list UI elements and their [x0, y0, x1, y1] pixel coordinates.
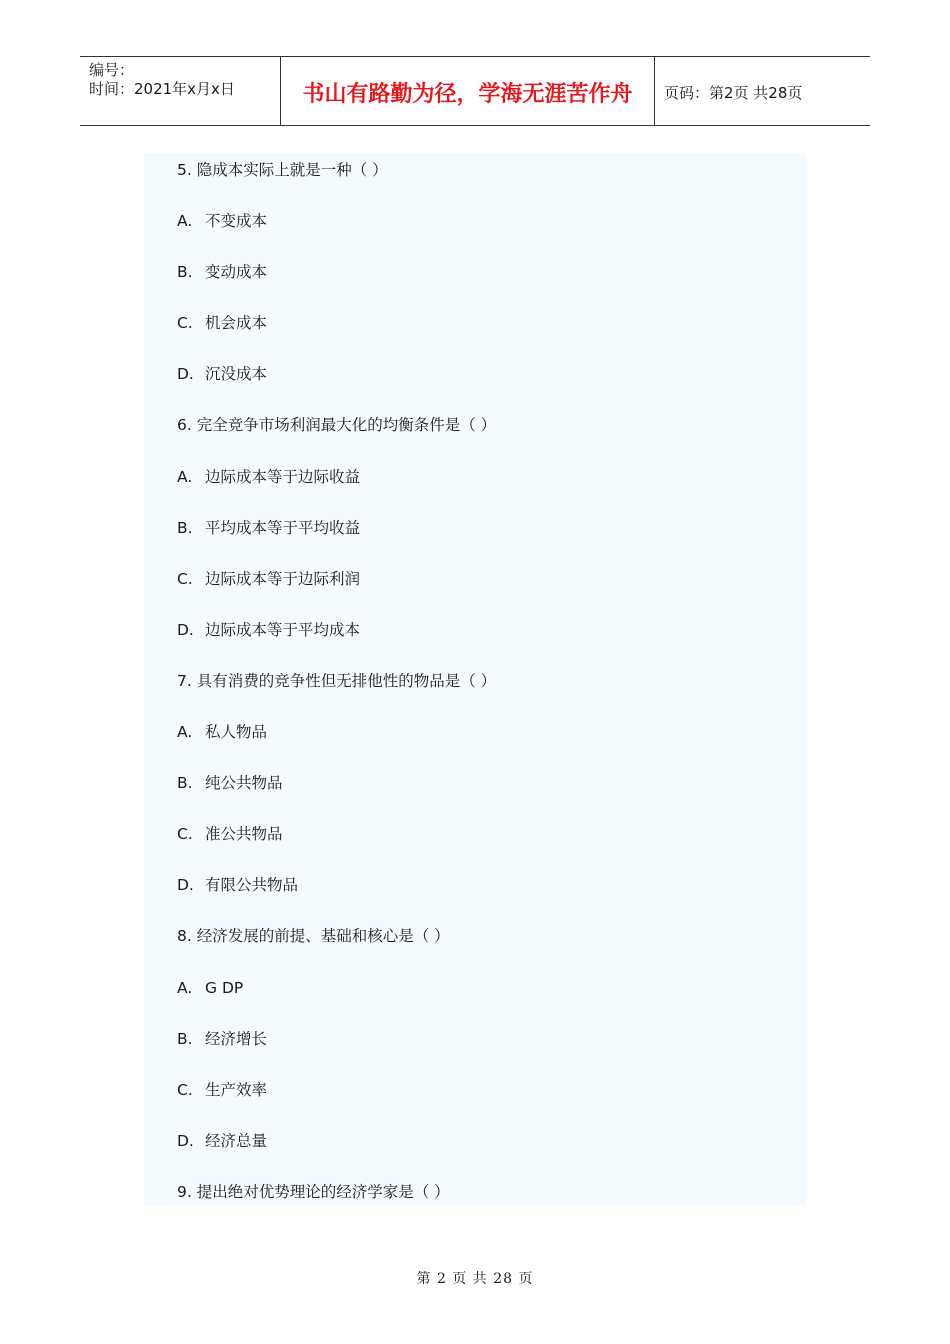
header-page-info: 页码：第2页 共28页: [664, 83, 803, 102]
option-text: 纯公共物品: [205, 774, 283, 793]
page-header: [80, 56, 870, 126]
option-text: 有限公共物品: [205, 876, 299, 895]
option-item: [177, 261, 496, 312]
option-letter: A.: [177, 212, 193, 231]
option-text: 不变成本: [205, 212, 268, 231]
option-text: 经济总量: [205, 1131, 268, 1150]
header-motto: 书山有路勤为径，学海无涯苦作舟: [281, 57, 655, 125]
question-stem: 8. 经济发展的前提、基础和核心是（ ）: [177, 927, 450, 946]
option-letter: D.: [177, 876, 194, 895]
option-text: 变动成本: [205, 263, 268, 282]
header-meta: [80, 57, 281, 125]
document-number-label: 编号：: [89, 61, 135, 79]
option-text: 私人物品: [205, 723, 268, 742]
question-stem: 6. 完全竞争市场利润最大化的均衡条件是（ ）: [177, 416, 497, 435]
option-item: [177, 721, 496, 772]
question-stem: 5. 隐成本实际上就是一种（ ）: [177, 161, 388, 179]
option-item: [177, 466, 496, 517]
option-text: 准公共物品: [205, 825, 283, 844]
option-letter: A.: [177, 723, 193, 742]
option-item: [177, 363, 496, 414]
document-time-label: 时间：2021年x月x日: [89, 80, 235, 98]
option-letter: B.: [177, 774, 193, 793]
option-letter: C.: [177, 314, 193, 333]
question-stem: 7. 具有消费的竞争性但无排他性的物品是（ ）: [177, 671, 497, 690]
option-text: 机会成本: [205, 314, 268, 333]
option-item: [177, 619, 496, 670]
option-letter: C.: [177, 1080, 193, 1099]
option-text: G DP: [205, 978, 244, 997]
option-item: [177, 823, 496, 874]
option-letter: D.: [177, 365, 194, 384]
option-letter: A.: [177, 978, 193, 997]
option-letter: D.: [177, 620, 194, 639]
option-item: [177, 874, 496, 925]
option-text: 经济增长: [205, 1029, 268, 1048]
option-letter: B.: [177, 518, 193, 537]
option-text: 沉没成本: [205, 365, 268, 384]
option-letter: D.: [177, 1131, 194, 1150]
option-item: [177, 312, 496, 363]
option-text: 平均成本等于平均收益: [205, 518, 361, 537]
option-item: [177, 210, 496, 261]
question-list: [177, 159, 496, 1232]
option-item: [177, 977, 496, 1028]
page-footer: 第 2 页 共 28 页: [416, 1271, 534, 1287]
option-item: [177, 1079, 496, 1130]
option-letter: B.: [177, 1029, 193, 1048]
option-letter: A.: [177, 467, 193, 486]
option-text: 边际成本等于边际利润: [205, 569, 361, 588]
option-item: [177, 772, 496, 823]
option-letter: C.: [177, 825, 193, 844]
option-item: [177, 1028, 496, 1079]
option-item: [177, 568, 496, 619]
option-letter: B.: [177, 263, 193, 282]
option-item: [177, 517, 496, 568]
option-letter: C.: [177, 569, 193, 588]
option-text: 边际成本等于平均成本: [205, 620, 361, 639]
option-text: 生产效率: [205, 1080, 268, 1099]
option-text: 边际成本等于边际收益: [205, 467, 361, 486]
option-item: [177, 1130, 496, 1181]
question-stem: 9. 提出绝对优势理论的经济学家是（ ）: [177, 1182, 450, 1201]
